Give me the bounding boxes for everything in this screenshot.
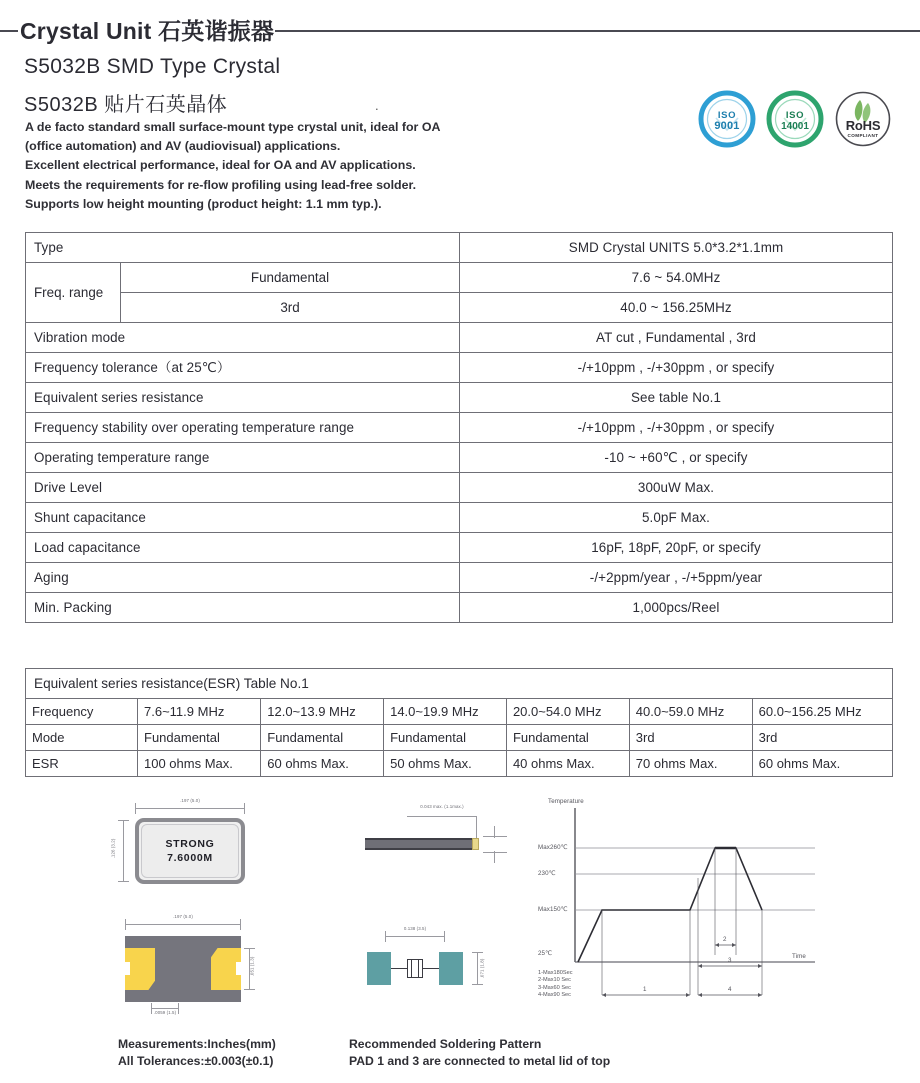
spec-value: AT cut , Fundamental , 3rd bbox=[460, 323, 893, 353]
chart-axis-label-x: Time bbox=[792, 953, 806, 960]
spec-value: SMD Crystal UNITS 5.0*3.2*1.1mm bbox=[460, 233, 893, 263]
esr-value-cell: 60 ohms Max. bbox=[261, 751, 384, 777]
table-row bbox=[26, 473, 893, 503]
table-row bbox=[26, 323, 893, 353]
spec-label: Drive Level bbox=[26, 473, 460, 503]
top-view-drawing bbox=[103, 794, 263, 894]
dim-tick-sph-bottom bbox=[472, 984, 483, 985]
package-top-body bbox=[135, 818, 245, 884]
caption-right-line2: PAD 1 and 3 are connected to metal lid of top bbox=[349, 1054, 611, 1068]
page-header bbox=[0, 14, 920, 48]
dim-tick-sp-right bbox=[444, 931, 445, 942]
esr-frequency-cell: 12.0~13.9 MHz bbox=[261, 699, 384, 725]
svg-text:ISO: ISO bbox=[785, 110, 805, 121]
esr-frequency-cell: 40.0~59.0 MHz bbox=[629, 699, 752, 725]
spec-label: Frequency tolerance（at 25℃） bbox=[26, 353, 460, 383]
spec-label: Load capacitance bbox=[26, 533, 460, 563]
dim-line-side-top bbox=[407, 816, 477, 817]
spec-value: See table No.1 bbox=[460, 383, 893, 413]
esr-value-cell: 50 ohms Max. bbox=[384, 751, 507, 777]
package-marking-line1: STRONG bbox=[165, 838, 215, 850]
table-row bbox=[26, 699, 893, 725]
bottom-view-drawing bbox=[103, 902, 283, 1017]
spec-label: Equivalent series resistance bbox=[26, 383, 460, 413]
package-top-face bbox=[141, 824, 239, 878]
caption-left-line1: Measurements:Inches(mm) bbox=[118, 1037, 276, 1051]
spec-value: -/+2ppm/year , -/+5ppm/year bbox=[460, 563, 893, 593]
spec-value: 5.0pF Max. bbox=[460, 503, 893, 533]
description-line-1: A de facto standard small surface-mount type crystal unit, ideal for OA bbox=[25, 120, 441, 134]
dim-tick-right bbox=[240, 919, 241, 930]
table-row bbox=[26, 725, 893, 751]
dim-text-pad-width: .0059 (1.5) bbox=[153, 1010, 177, 1015]
reflow-chart-svg bbox=[530, 790, 840, 1020]
spec-label: Vibration mode bbox=[26, 323, 460, 353]
caption-right-line1: Recommended Soldering Pattern bbox=[349, 1037, 542, 1051]
product-description bbox=[25, 118, 505, 214]
caption-measurements bbox=[118, 1036, 276, 1070]
dim-tick-v-top bbox=[118, 820, 129, 821]
page-title: Crystal Unit 石英谐振器 bbox=[20, 17, 275, 44]
chart-ytick-260: Max260℃ bbox=[538, 844, 568, 851]
esr-value-cell: 70 ohms Max. bbox=[629, 751, 752, 777]
solder-pattern-wire-right bbox=[423, 968, 439, 969]
esr-frequency-cell: 60.0~156.25 MHz bbox=[752, 699, 892, 725]
esr-row-header-esr: ESR bbox=[26, 751, 138, 777]
stray-dot-mark: . bbox=[375, 98, 379, 113]
esr-value-cell: 60 ohms Max. bbox=[752, 751, 892, 777]
product-title-en: S5032B SMD Type Crystal bbox=[24, 55, 281, 78]
crystal-symbol-plate-right bbox=[418, 959, 419, 978]
dim-text-pad-height: .051 (1.3) bbox=[249, 956, 255, 977]
solder-pattern-drawing bbox=[355, 918, 545, 1013]
dim-line-sp-pitch bbox=[385, 936, 445, 937]
esr-value-cell: 40 ohms Max. bbox=[506, 751, 629, 777]
esr-frequency-cell: 7.6~11.9 MHz bbox=[138, 699, 261, 725]
spec-label: Aging bbox=[26, 563, 460, 593]
chart-ytick-25: 25℃ bbox=[538, 950, 553, 957]
chart-note-1: 1-Max180Sec bbox=[538, 970, 573, 976]
pad-notch-left bbox=[125, 962, 130, 975]
chart-segment-label-2: 2 bbox=[723, 936, 727, 943]
spec-value: 7.6 ~ 54.0MHz bbox=[460, 263, 893, 293]
table-row bbox=[26, 443, 893, 473]
crystal-symbol-plate-left bbox=[411, 959, 412, 978]
spec-value: 1,000pcs/Reel bbox=[460, 593, 893, 623]
svg-text:14001: 14001 bbox=[781, 121, 809, 132]
esr-mode-cell: 3rd bbox=[629, 725, 752, 751]
esr-mode-cell: 3rd bbox=[752, 725, 892, 751]
dim-text-side-height: 0.043 max. (1.1max.) bbox=[420, 804, 464, 809]
table-row bbox=[26, 669, 893, 699]
esr-table bbox=[25, 668, 893, 777]
header-rule-right bbox=[275, 30, 920, 32]
chart-note-3: 3-Max60 Sec bbox=[538, 984, 571, 991]
dim-text-sp-pitch: 0.138 (3.5) bbox=[403, 926, 427, 931]
certification-badges bbox=[698, 88, 893, 150]
svg-text:RoHS: RoHS bbox=[845, 118, 881, 133]
dim-tick-pad-bottom bbox=[244, 989, 255, 990]
spec-value: 16pF, 18pF, 20pF, or specify bbox=[460, 533, 893, 563]
dim-line-sp-height bbox=[477, 952, 478, 985]
crystal-symbol-icon bbox=[407, 959, 423, 978]
table-row bbox=[26, 533, 893, 563]
dim-text-bottom-width: .197 (5.0) bbox=[173, 914, 193, 919]
dim-ext-line-lower bbox=[483, 852, 507, 853]
dim-tick-v-bottom bbox=[118, 881, 129, 882]
dim-line-top-height bbox=[123, 820, 124, 882]
dim-line-top-width bbox=[135, 808, 245, 809]
solder-pattern-pad-left bbox=[367, 952, 391, 985]
spec-value: 40.0 ~ 156.25MHz bbox=[460, 293, 893, 323]
spec-sub-3rd: 3rd bbox=[121, 293, 460, 323]
description-line-3: Excellent electrical performance, ideal for OA and AV applications. bbox=[25, 158, 416, 173]
solder-pattern-wire-left bbox=[391, 968, 407, 969]
table-row bbox=[26, 293, 893, 323]
solder-pattern-pad-right bbox=[439, 952, 463, 985]
dim-text-top-height: .126 (3.2) bbox=[110, 838, 116, 859]
rohs-badge bbox=[834, 90, 892, 148]
svg-text:ISO: ISO bbox=[717, 110, 737, 121]
table-row bbox=[26, 503, 893, 533]
esr-mode-cell: Fundamental bbox=[261, 725, 384, 751]
mechanical-drawings bbox=[25, 790, 893, 1030]
svg-text:COMPLIANT: COMPLIANT bbox=[847, 133, 879, 138]
package-side-body bbox=[365, 838, 477, 850]
dim-line-side-drop bbox=[476, 816, 477, 838]
chart-note-4: 4-Max90 Sec bbox=[538, 992, 571, 999]
spec-label: Type bbox=[26, 233, 460, 263]
esr-table-title: Equivalent series resistance(ESR) Table No.1 bbox=[26, 669, 893, 699]
iso-9001-badge bbox=[698, 90, 756, 148]
table-row bbox=[26, 233, 893, 263]
chart-notes bbox=[538, 970, 573, 1000]
table-row bbox=[26, 413, 893, 443]
header-rule-left bbox=[0, 30, 18, 32]
package-marking-line2: 7.6000M bbox=[167, 852, 213, 864]
esr-frequency-cell: 20.0~54.0 MHz bbox=[506, 699, 629, 725]
chart-segment-label-1: 1 bbox=[643, 986, 647, 993]
reflow-profile-chart bbox=[530, 790, 840, 1020]
dim-tick-left bbox=[135, 803, 136, 814]
description-line-2: (office automation) and AV (audiovisual) applications. bbox=[25, 139, 341, 154]
spec-label-freq-range: Freq. range bbox=[26, 263, 121, 323]
dim-ext-line-upper bbox=[483, 836, 507, 837]
table-row bbox=[26, 563, 893, 593]
spec-label: Operating temperature range bbox=[26, 443, 460, 473]
chart-ytick-150: Max150℃ bbox=[538, 906, 568, 913]
spec-value: -10 ~ +60℃ , or specify bbox=[460, 443, 893, 473]
chart-ytick-230: 230℃ bbox=[538, 870, 556, 877]
dim-text-sp-height: .071 (1.8) bbox=[479, 958, 485, 979]
dim-tick-sp-left bbox=[385, 931, 386, 942]
esr-row-header-mode: Mode bbox=[26, 725, 138, 751]
product-title-cn: S5032B 贴片石英晶体 bbox=[24, 94, 228, 116]
svg-text:9001: 9001 bbox=[714, 120, 740, 132]
spec-value: 300uW Max. bbox=[460, 473, 893, 503]
dim-text-top-width: .197 (5.0) bbox=[180, 798, 200, 803]
specifications-table bbox=[25, 232, 893, 623]
esr-value-cell: 100 ohms Max. bbox=[138, 751, 261, 777]
package-side-pad bbox=[472, 838, 479, 850]
table-row bbox=[26, 263, 893, 293]
dim-arrow-up bbox=[494, 826, 495, 838]
dim-tick-pad-top bbox=[244, 948, 255, 949]
spec-label: Shunt capacitance bbox=[26, 503, 460, 533]
table-row bbox=[26, 751, 893, 777]
description-line-4: Meets the requirements for re-flow profiling using lead-free solder. bbox=[25, 177, 417, 192]
iso-14001-badge bbox=[766, 90, 824, 148]
dim-line-pad-width bbox=[151, 1008, 179, 1009]
chart-segment-label-4: 4 bbox=[728, 986, 732, 993]
dim-arrow-down bbox=[494, 851, 495, 863]
esr-mode-cell: Fundamental bbox=[138, 725, 261, 751]
chart-note-2: 2-Max10 Sec bbox=[538, 977, 571, 984]
esr-frequency-cell: 14.0~19.9 MHz bbox=[384, 699, 507, 725]
spec-label: Frequency stability over operating temperature range bbox=[26, 413, 460, 443]
side-view-drawing bbox=[365, 804, 535, 874]
table-row bbox=[26, 593, 893, 623]
chart-axis-label-y: Temperature bbox=[548, 798, 584, 805]
table-row bbox=[26, 383, 893, 413]
esr-row-header-frequency: Frequency bbox=[26, 699, 138, 725]
spec-value: -/+10ppm , -/+30ppm , or specify bbox=[460, 413, 893, 443]
dim-tick-right bbox=[244, 803, 245, 814]
pad-notch-right bbox=[236, 962, 241, 975]
esr-mode-cell: Fundamental bbox=[506, 725, 629, 751]
spec-value: -/+10ppm , -/+30ppm , or specify bbox=[460, 353, 893, 383]
esr-mode-cell: Fundamental bbox=[384, 725, 507, 751]
spec-label: Min. Packing bbox=[26, 593, 460, 623]
description-line-5: Supports low height mounting (product height: 1.1 mm typ.). bbox=[25, 196, 382, 211]
caption-soldering bbox=[349, 1036, 610, 1070]
table-row bbox=[26, 353, 893, 383]
caption-left-line2: All Tolerances:±0.003(±0.1) bbox=[118, 1054, 274, 1068]
chart-segment-label-3: 3 bbox=[728, 957, 732, 964]
dim-tick-left bbox=[125, 919, 126, 930]
spec-sub-fundamental: Fundamental bbox=[121, 263, 460, 293]
dim-line-bottom-width bbox=[125, 924, 241, 925]
